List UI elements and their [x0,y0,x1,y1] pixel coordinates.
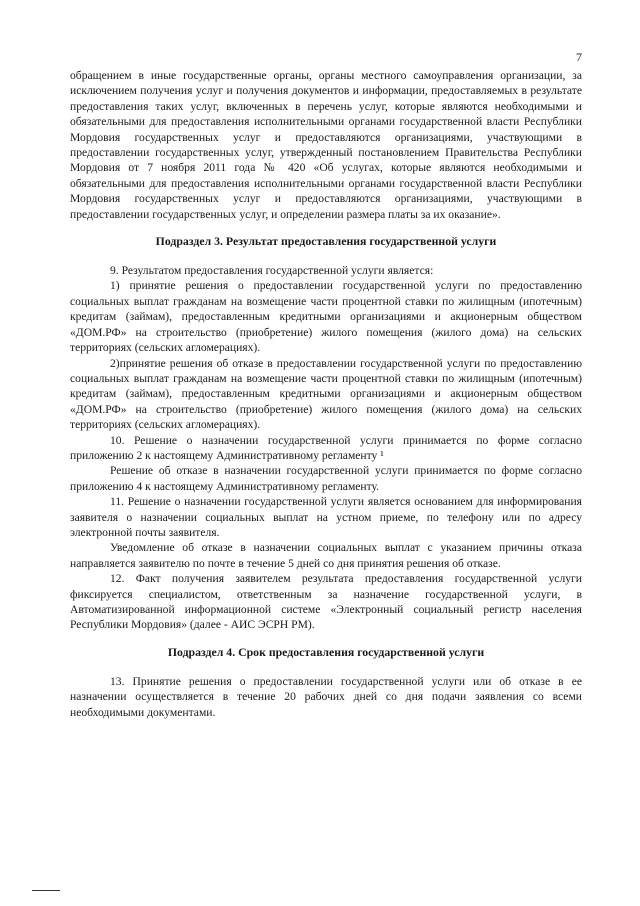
paragraph-9-item-1: 1) принятие решения о предоставлении государственной услуги по предоставлению социальных выплат гражданам на возмещение части процентной ставки по жилищным (ипотечным) кредитам (займам), предоставленным кредитными организациями и акционерным обществом «ДОМ.РФ» на строительство (приобретение) жилого помещения (жилого дома) на сельских территориях (сельских агломерациях). [70,279,582,355]
footnote-separator [32,890,60,891]
paragraph-11: 11. Решение о назначении государственной услуги является основанием для информирования заявителя о назначении социальных выплат на устном приеме, по телефону или по адресу электронной почты заявителя. [70,495,582,539]
paragraph-10: 10. Решение о назначении государственной услуги принимается по форме согласно приложению 2 к настоящему Административному регламенту ¹ [70,433,582,462]
subsection-4-heading: Подраздел 4. Срок предоставления государственной услуги [167,644,485,659]
page-number: 7 [576,50,582,64]
paragraph-11-notice: Уведомление об отказе в назначении социальных выплат с указанием причины отказа направляется заявителю по почте в течение 5 дней со дня принятия решения об отказе. [70,541,582,570]
paragraph-10-refusal: Решение об отказе в назначении государственной услуги принимается по форме согласно приложению 4 к настоящему Административному регламенту. [70,464,582,493]
paragraph-9: 9. Результатом предоставления государственной услуги является: [110,264,434,278]
paragraph-9-item-2: 2)принятие решения об отказе в предоставлении государственной услуги по предоставлению социальных выплат гражданам на возмещение части процентной ставки по жилищным (ипотечным) кредитам (займам), предоставленным кредитными организациями и акционерным обществом «ДОМ.РФ» на строительство (приобретение) жилого помещения (жилого дома) на сельских территориях (сельских агломерациях). [70,356,582,432]
paragraph-12: 12. Факт получения заявителем результата предоставления государственной услуги фиксируется специалистом, ответственным за назначение государственной услуги, в Автоматизированной информационной системе «Электронный социальный регистр населения Республики Мордовия» (далее - АИС ЭСРН РМ). [70,572,582,632]
paragraph-13: 13. Принятие решения о предоставлении государственной услуги или об отказе в ее назначении осуществляется в течение 20 рабочих дней со дня подачи заявления со всеми необходимыми документами. [70,674,582,719]
subsection-3-heading: Подраздел 3. Результат предоставления государственной услуги [155,234,497,249]
paragraph-continuation: обращением в иные государственные органы, органы местного самоуправления организации, за исключением получения услуг и получения документов и информации, предоставляемых в результате предоставления таких услуг, включенных в перечень услуг, которые являются необходимыми и обязательными для предоставления исполнительными органами государственной власти Республики Мордовия государственных услуг и предоставляются организациями, участвующими в предоставлении государственных услуг, утвержденный постановлением Правительства Республики Мордовия от 7 ноября 2011 года № 420 «Об услугах, которые являются необходимыми и обязательными для предоставления исполнительными органами государственной власти Республики Мордовия государственных услуг и предоставляются организациями, участвующими в предоставлении государственных услуг, и определении размера платы за их оказание». [70,69,582,221]
document-body [70,68,582,720]
